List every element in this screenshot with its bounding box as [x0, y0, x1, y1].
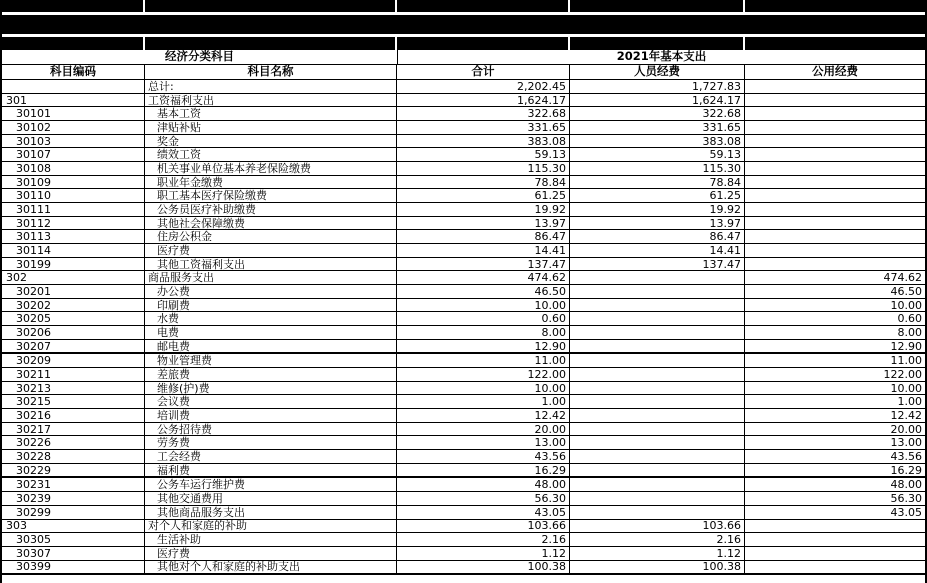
code-cell: 30229	[2, 464, 145, 477]
table-row	[2, 382, 925, 396]
redacted-cell	[570, 0, 745, 12]
total-cell: 13.97	[397, 217, 570, 230]
redacted-cell	[145, 37, 397, 50]
name-cell: 总计:	[145, 80, 397, 93]
total-cell: 1.12	[397, 547, 570, 560]
personnel-cell	[570, 409, 745, 422]
total-cell: 86.47	[397, 230, 570, 243]
table-row	[2, 285, 925, 299]
total-cell: 2,202.45	[397, 80, 570, 93]
code-cell: 30107	[2, 148, 145, 161]
redacted-header-row-1	[2, 0, 925, 15]
table-row	[2, 271, 925, 285]
table-body	[2, 80, 925, 575]
public-cell: 46.50	[890, 285, 922, 298]
code-cell: 30199	[2, 258, 145, 271]
name-cell: 培训费	[145, 409, 397, 422]
code-cell: 30239	[2, 492, 145, 505]
table-row	[2, 450, 925, 464]
public-cell	[745, 121, 925, 134]
code-cell: 30206	[2, 326, 145, 339]
name-cell: 差旅费	[145, 368, 397, 381]
personnel-cell	[570, 354, 745, 367]
personnel-cell: 331.65	[570, 121, 745, 134]
name-cell: 工资福利支出	[145, 94, 397, 107]
table-row	[2, 176, 925, 190]
total-cell: 12.90	[397, 340, 570, 353]
public-cell	[745, 533, 925, 546]
public-cell: 122.00	[883, 368, 922, 381]
column-header-total: 合计	[397, 65, 570, 79]
personnel-cell: 100.38	[570, 561, 745, 574]
personnel-cell: 14.41	[570, 244, 745, 257]
redacted-cell	[570, 37, 745, 50]
public-cell: 13.00	[890, 436, 922, 450]
public-cell	[745, 520, 925, 533]
column-header-row	[2, 65, 925, 80]
personnel-cell: 61.25	[570, 189, 745, 202]
public-cell	[745, 162, 925, 175]
name-cell: 办公费	[145, 285, 397, 298]
public-cell: 48.00	[890, 478, 922, 492]
table-row	[2, 148, 925, 162]
total-cell: 103.66	[397, 520, 570, 533]
total-cell: 0.60	[397, 312, 570, 325]
code-cell: 30201	[2, 285, 145, 298]
table-row	[2, 217, 925, 231]
public-cell	[745, 547, 925, 560]
name-cell: 水费	[145, 312, 397, 325]
public-cell	[745, 80, 925, 93]
public-cell: 43.05	[890, 505, 922, 519]
name-cell: 公务车运行维护费	[145, 478, 397, 491]
table-row	[2, 520, 925, 534]
total-cell: 43.05	[397, 506, 570, 519]
personnel-cell: 78.84	[570, 176, 745, 189]
code-cell: 30226	[2, 436, 145, 449]
table-row	[2, 547, 925, 561]
table-row	[2, 506, 925, 520]
total-cell: 59.13	[397, 148, 570, 161]
name-cell: 职业年金缴费	[145, 176, 397, 189]
personnel-cell	[570, 285, 745, 298]
personnel-cell: 86.47	[570, 230, 745, 243]
name-cell: 物业管理费	[145, 354, 397, 367]
personnel-cell	[570, 464, 745, 477]
personnel-cell: 2.16	[570, 533, 745, 546]
total-cell: 10.00	[397, 299, 570, 312]
total-cell: 19.92	[397, 203, 570, 216]
name-cell: 福利费	[145, 464, 397, 477]
code-cell: 30216	[2, 409, 145, 422]
personnel-cell	[570, 382, 745, 395]
table-row	[2, 107, 925, 121]
total-cell: 14.41	[397, 244, 570, 257]
code-cell: 30102	[2, 121, 145, 134]
public-cell: 12.42	[890, 409, 922, 422]
table-row	[2, 436, 925, 450]
personnel-cell: 1,727.83	[570, 80, 745, 93]
public-cell	[745, 94, 925, 107]
name-cell: 医疗费	[145, 547, 397, 560]
code-cell: 30108	[2, 162, 145, 175]
code-cell: 303	[2, 520, 145, 533]
table-row	[2, 464, 925, 478]
public-cell	[745, 107, 925, 120]
table-row	[2, 533, 925, 547]
table-row	[2, 395, 925, 409]
code-cell: 30110	[2, 189, 145, 202]
public-cell: 20.00	[890, 422, 922, 436]
public-cell	[745, 258, 925, 271]
total-cell: 16.29	[397, 464, 570, 477]
personnel-cell	[570, 436, 745, 449]
table-row	[2, 94, 925, 108]
total-cell: 1,624.17	[397, 94, 570, 107]
name-cell: 会议费	[145, 395, 397, 408]
code-cell: 30109	[2, 176, 145, 189]
total-cell: 331.65	[397, 121, 570, 134]
code-cell: 30114	[2, 244, 145, 257]
table-row	[2, 476, 925, 492]
table-row	[2, 561, 925, 574]
public-cell	[745, 135, 925, 148]
personnel-cell: 115.30	[570, 162, 745, 175]
public-cell: 12.90	[890, 339, 922, 353]
personnel-cell	[570, 506, 745, 519]
name-cell: 基本工资	[145, 107, 397, 120]
total-cell: 115.30	[397, 162, 570, 175]
code-cell: 30211	[2, 368, 145, 381]
public-cell	[745, 148, 925, 161]
public-cell	[745, 189, 925, 202]
total-cell: 8.00	[397, 326, 570, 339]
name-cell: 工会经费	[145, 450, 397, 463]
name-cell: 职工基本医疗保险缴费	[145, 189, 397, 202]
name-cell: 电费	[145, 326, 397, 339]
personnel-cell: 59.13	[570, 148, 745, 161]
redacted-cell	[2, 15, 925, 34]
economic-category-header: 经济分类科目	[2, 50, 398, 64]
public-cell	[745, 230, 925, 243]
total-cell: 474.62	[397, 271, 570, 284]
public-cell: 56.30	[890, 492, 922, 505]
redacted-header-row-2	[2, 37, 925, 50]
code-cell: 30215	[2, 395, 145, 408]
public-cell: 16.29	[890, 463, 922, 477]
column-header-personnel: 人员经费	[570, 65, 745, 79]
code-cell: 30399	[2, 561, 145, 574]
name-cell: 维修(护)费	[145, 382, 397, 395]
table-row	[2, 258, 925, 272]
name-cell: 公务员医疗补助缴费	[145, 203, 397, 216]
group-header-row	[2, 50, 925, 65]
code-cell: 30305	[2, 533, 145, 546]
personnel-cell	[570, 492, 745, 505]
personnel-cell	[570, 450, 745, 463]
table-row	[2, 189, 925, 203]
name-cell: 对个人和家庭的补助	[145, 520, 397, 533]
code-cell: 30207	[2, 340, 145, 353]
public-cell	[745, 176, 925, 189]
total-cell: 100.38	[397, 561, 570, 574]
redacted-cell	[2, 37, 145, 50]
personnel-cell	[570, 340, 745, 353]
table-row	[2, 230, 925, 244]
code-cell: 30299	[2, 506, 145, 519]
name-cell: 印刷费	[145, 299, 397, 312]
public-cell: 10.00	[890, 298, 922, 312]
code-cell: 30202	[2, 299, 145, 312]
code-cell: 30231	[2, 478, 145, 491]
public-cell	[745, 217, 925, 230]
column-header-name: 科目名称	[145, 65, 397, 79]
total-cell: 10.00	[397, 382, 570, 395]
code-cell: 30209	[2, 354, 145, 367]
table-row	[2, 326, 925, 340]
personnel-cell	[570, 271, 745, 284]
public-cell: 10.00	[890, 381, 922, 395]
code-cell: 30112	[2, 217, 145, 230]
name-cell: 生活补助	[145, 533, 397, 546]
table-row	[2, 368, 925, 382]
code-cell: 30217	[2, 423, 145, 436]
redacted-cell	[745, 0, 925, 12]
code-cell: 302	[2, 271, 145, 284]
table-row	[2, 409, 925, 423]
name-cell: 劳务费	[145, 436, 397, 449]
name-cell: 医疗费	[145, 244, 397, 257]
personnel-cell: 19.92	[570, 203, 745, 216]
redacted-cell	[397, 0, 570, 12]
personnel-cell: 383.08	[570, 135, 745, 148]
code-cell: 30103	[2, 135, 145, 148]
personnel-cell: 13.97	[570, 217, 745, 230]
redacted-cell	[2, 0, 145, 12]
public-cell	[745, 244, 925, 257]
code-cell: 30205	[2, 312, 145, 325]
code-cell: 30111	[2, 203, 145, 216]
total-cell: 43.56	[397, 450, 570, 463]
table-row	[2, 162, 925, 176]
name-cell: 公务招待费	[145, 423, 397, 436]
name-cell: 奖金	[145, 135, 397, 148]
total-cell: 78.84	[397, 176, 570, 189]
total-cell: 20.00	[397, 423, 570, 436]
table-row	[2, 121, 925, 135]
total-cell: 137.47	[397, 258, 570, 271]
personnel-cell: 1,624.17	[570, 94, 745, 107]
table-row	[2, 244, 925, 258]
code-cell: 30113	[2, 230, 145, 243]
table-row	[2, 135, 925, 149]
column-header-code: 科目编码	[2, 65, 145, 79]
code-cell: 30101	[2, 107, 145, 120]
code-cell: 30307	[2, 547, 145, 560]
column-header-public: 公用经费	[812, 65, 858, 79]
name-cell: 其他工资福利支出	[145, 258, 397, 271]
table-row	[2, 80, 925, 94]
table-row	[2, 203, 925, 217]
total-cell: 383.08	[397, 135, 570, 148]
table-row	[2, 299, 925, 313]
name-cell: 机关事业单位基本养老保险缴费	[145, 162, 397, 175]
name-cell: 其他商品服务支出	[145, 506, 397, 519]
redacted-cell	[745, 37, 925, 50]
code-cell: 30213	[2, 382, 145, 395]
total-cell: 46.50	[397, 285, 570, 298]
personnel-cell	[570, 478, 745, 491]
name-cell: 其他对个人和家庭的补助支出	[145, 561, 397, 574]
table-row	[2, 423, 925, 437]
total-cell: 11.00	[397, 354, 570, 367]
code-cell	[2, 80, 145, 93]
personnel-cell: 137.47	[570, 258, 745, 271]
total-cell: 13.00	[397, 436, 570, 449]
table-row	[2, 312, 925, 326]
table-row	[2, 352, 925, 368]
personnel-cell: 103.66	[570, 520, 745, 533]
name-cell: 津贴补贴	[145, 121, 397, 134]
personnel-cell	[570, 395, 745, 408]
personnel-cell: 322.68	[570, 107, 745, 120]
public-cell: 474.62	[883, 271, 922, 285]
name-cell: 邮电费	[145, 340, 397, 353]
public-cell	[745, 561, 925, 574]
redacted-cell	[145, 0, 397, 12]
public-cell: 43.56	[890, 450, 922, 463]
total-cell: 2.16	[397, 533, 570, 546]
public-cell: 8.00	[897, 326, 922, 339]
total-cell: 61.25	[397, 189, 570, 202]
personnel-cell	[570, 312, 745, 325]
code-cell: 301	[2, 94, 145, 107]
total-cell: 122.00	[397, 368, 570, 381]
table-row	[2, 340, 925, 354]
name-cell: 商品服务支出	[145, 271, 397, 284]
total-cell: 322.68	[397, 107, 570, 120]
public-cell: 11.00	[890, 354, 922, 368]
total-cell: 48.00	[397, 478, 570, 491]
personnel-cell	[570, 368, 745, 381]
personnel-cell	[570, 423, 745, 436]
name-cell: 其他社会保障缴费	[145, 217, 397, 230]
table-row	[2, 492, 925, 506]
total-cell: 56.30	[397, 492, 570, 505]
total-cell: 12.42	[397, 409, 570, 422]
redacted-title-row	[2, 15, 925, 37]
public-cell: 0.60	[897, 312, 922, 326]
name-cell: 其他交通费用	[145, 492, 397, 505]
redacted-cell	[397, 37, 570, 50]
year-section-header: 2021年基本支出	[616, 50, 707, 64]
public-cell	[745, 203, 925, 216]
name-cell: 住房公积金	[145, 230, 397, 243]
personnel-cell: 1.12	[570, 547, 745, 560]
name-cell: 绩效工资	[145, 148, 397, 161]
personnel-cell	[570, 326, 745, 339]
public-cell: 1.00	[897, 395, 922, 409]
total-cell: 1.00	[397, 395, 570, 408]
code-cell: 30228	[2, 450, 145, 463]
personnel-cell	[570, 299, 745, 312]
